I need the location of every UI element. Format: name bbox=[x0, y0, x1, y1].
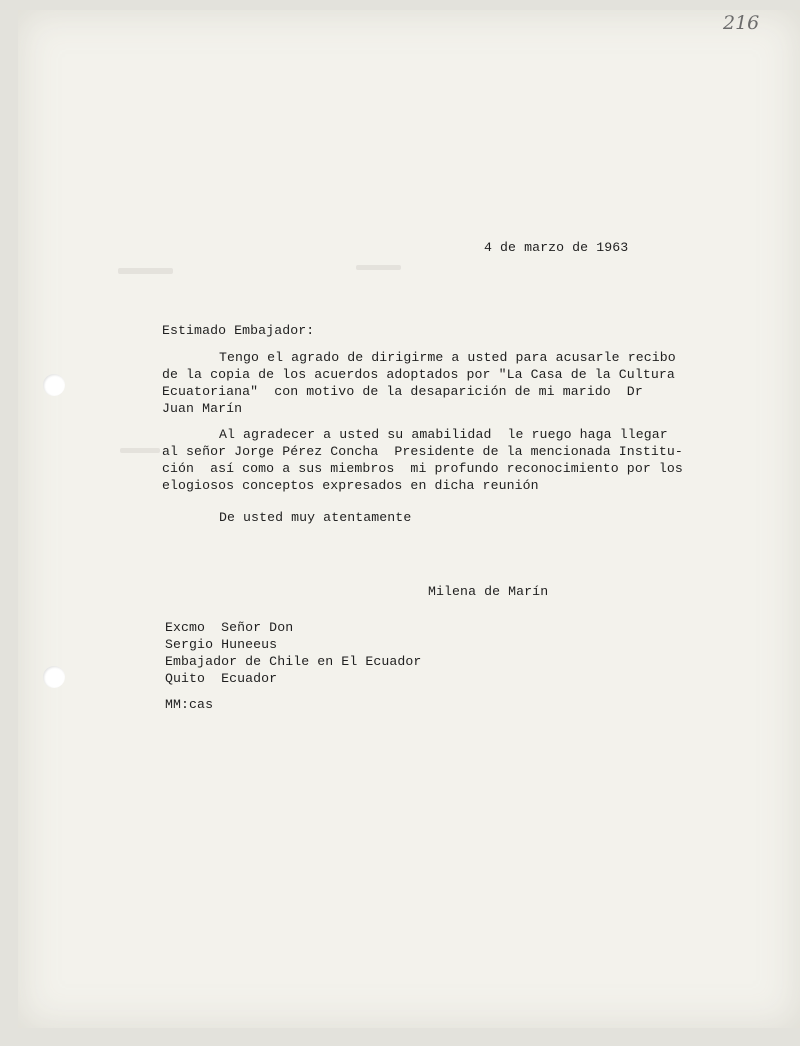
bleed-through-mark bbox=[120, 448, 160, 453]
paragraph-1-line-4: Juan Marín bbox=[162, 401, 243, 416]
punch-hole-top bbox=[43, 374, 65, 396]
paragraph-1-line-1: Tengo el agrado de dirigirme a usted para acusarle recibo bbox=[219, 350, 676, 365]
signature-name: Milena de Marín bbox=[428, 584, 549, 599]
punch-hole-bottom bbox=[43, 666, 65, 688]
recipient-line-1: Excmo Señor Don bbox=[165, 620, 294, 635]
paragraph-2-line-4: elogiosos conceptos expresados en dicha reunión bbox=[162, 478, 539, 493]
paragraph-1-line-3: Ecuatoriana" con motivo de la desaparición de mi marido Dr bbox=[162, 384, 643, 399]
paragraph-2-line-2: al señor Jorge Pérez Concha Presidente de la mencionada Institu- bbox=[162, 444, 683, 459]
paragraph-2-line-1: Al agradecer a usted su amabilidad le ruego haga llegar bbox=[219, 427, 668, 442]
salutation: Estimado Embajador: bbox=[162, 323, 315, 338]
recipient-line-3: Embajador de Chile en El Ecuador bbox=[165, 654, 422, 669]
bleed-through-mark bbox=[356, 265, 401, 270]
closing: De usted muy atentamente bbox=[219, 510, 412, 525]
recipient-line-2: Sergio Huneeus bbox=[165, 637, 278, 652]
folio-number: 216 bbox=[723, 12, 760, 34]
letter-date: 4 de marzo de 1963 bbox=[484, 240, 629, 255]
bleed-through-mark bbox=[118, 268, 173, 274]
recipient-line-4: Quito Ecuador bbox=[165, 671, 278, 686]
paragraph-1-line-2: de la copia de los acuerdos adoptados por "La Casa de la Cultura bbox=[162, 367, 675, 382]
paragraph-2-line-3: ción así como a sus miembros mi profundo reconocimiento por los bbox=[162, 461, 683, 476]
reference-initials: MM:cas bbox=[165, 697, 214, 712]
